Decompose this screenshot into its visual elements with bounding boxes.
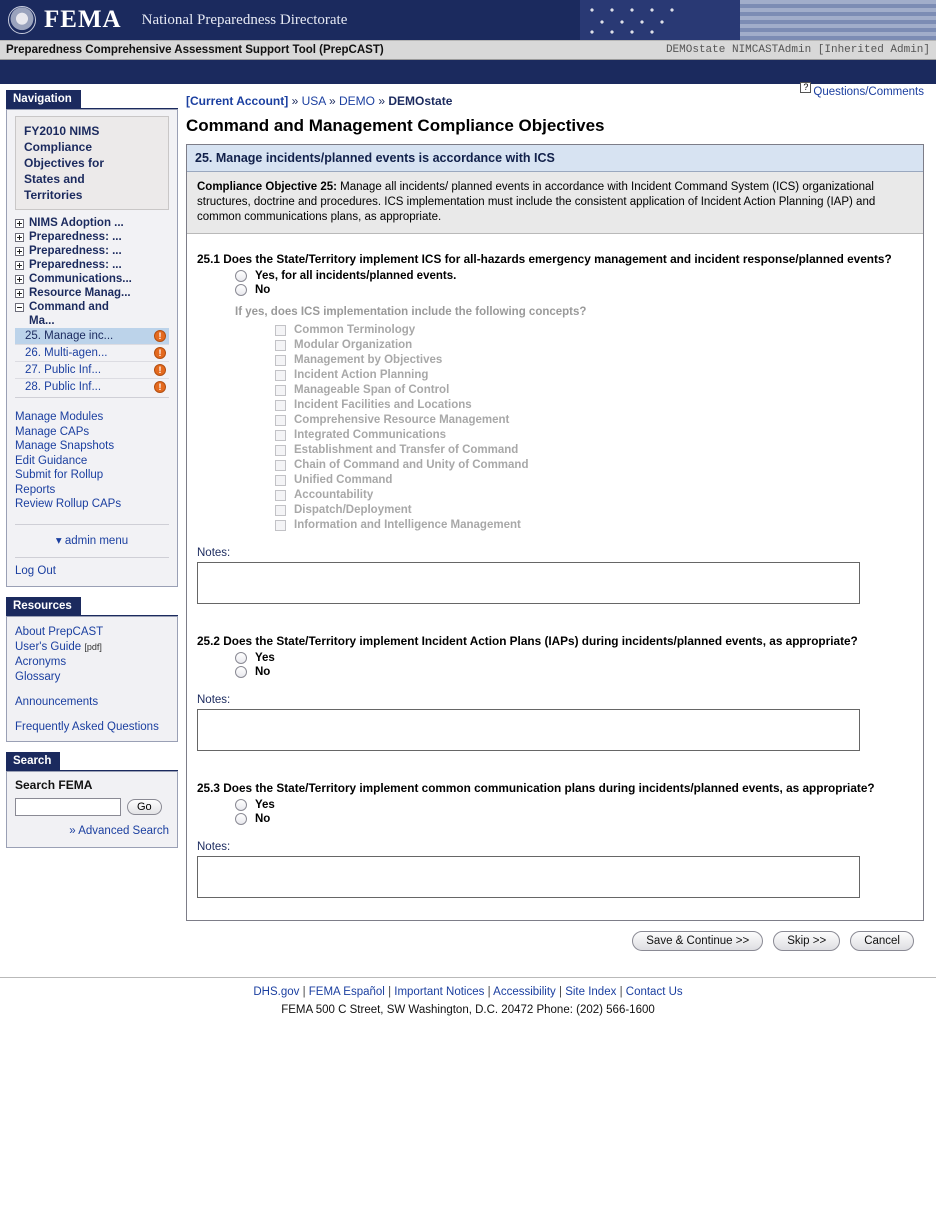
checkbox-label: Accountability xyxy=(294,489,374,501)
checkbox-label: Unified Command xyxy=(294,474,393,486)
objective-tree xyxy=(15,216,169,398)
navigation-panel-header xyxy=(6,90,178,109)
objective-description xyxy=(187,172,923,234)
tree-item-label: Preparedness: ... xyxy=(29,231,122,243)
link-glossary[interactable]: Glossary xyxy=(15,671,61,683)
tree-item-label: Communications... xyxy=(29,273,132,285)
breadcrumb-usa[interactable]: USA xyxy=(301,94,326,108)
checkbox-icon[interactable] xyxy=(275,415,286,426)
checkbox-label: Comprehensive Resource Management xyxy=(294,414,510,426)
search-panel-header xyxy=(6,752,178,771)
alert-icon: ! xyxy=(154,330,166,342)
save-continue-button[interactable]: Save & Continue >> xyxy=(632,931,763,951)
sub-prompt: If yes, does ICS implementation include the following concepts? xyxy=(235,306,587,318)
footer-link-fema-espanol[interactable]: FEMA Español xyxy=(308,986,385,998)
checkbox-label: Modular Organization xyxy=(294,339,413,351)
flag-banner-image xyxy=(580,0,936,40)
footer-address: FEMA 500 C Street, SW Washington, D.C. 20472 Phone: (202) 566-1600 xyxy=(281,1004,655,1016)
tree-item-label: Preparedness: ... xyxy=(29,259,122,271)
main-content xyxy=(178,84,936,961)
app-title-bar xyxy=(0,40,936,60)
checkbox-label: Manageable Span of Control xyxy=(294,384,450,396)
expand-plus-icon[interactable] xyxy=(15,247,24,256)
link-announcements[interactable]: Announcements xyxy=(15,696,99,708)
footer-sep: | xyxy=(619,986,623,998)
checkbox-label: Incident Facilities and Locations xyxy=(294,399,472,411)
radio-label: No xyxy=(255,284,271,296)
radio-label: Yes, for all incidents/planned events. xyxy=(255,270,457,282)
radio-icon[interactable] xyxy=(235,813,247,825)
navigation-title: Navigation xyxy=(6,90,81,108)
breadcrumb-current-account[interactable]: [Current Account] xyxy=(186,94,289,108)
objective-text: Manage all incidents/ planned events in accordance with Incident Command System (ICS) organizational structures, doctrine and procedures. ICS implementation must include the consistent application of Incident Action Planning (IAP) and common communications plans, as appropriate. xyxy=(197,181,876,223)
checkbox-label: Establishment and Transfer of Command xyxy=(294,444,519,456)
radio-icon[interactable] xyxy=(235,652,247,664)
tree-item-command-and-management[interactable] xyxy=(15,300,169,314)
nav-heading-line-3: Objectives for xyxy=(24,156,105,170)
radio-option-yes[interactable] xyxy=(235,799,913,811)
checkbox-icon[interactable] xyxy=(275,400,286,411)
radio-option-no[interactable] xyxy=(235,666,913,678)
sidebar-item-objective-26[interactable] xyxy=(15,345,169,362)
tree-item-preparedness-1[interactable] xyxy=(15,230,169,244)
footer-sep: | xyxy=(487,986,491,998)
tree-item-preparedness-3[interactable] xyxy=(15,258,169,272)
checkbox-icon[interactable] xyxy=(275,475,286,486)
logout-container xyxy=(7,564,177,587)
tree-item-nims-adoption[interactable] xyxy=(15,216,169,230)
checkbox-incident-facilities-and-locations[interactable] xyxy=(275,399,913,411)
link-submit-for-rollup[interactable]: Submit for Rollup xyxy=(15,469,104,481)
footer-link-dhs[interactable]: DHS.gov xyxy=(253,986,300,998)
checkbox-comprehensive-resource-management[interactable] xyxy=(275,414,913,426)
nav-heading-line-5: Territories xyxy=(24,188,83,202)
breadcrumb-sep-1: » xyxy=(291,94,299,108)
search-go-button[interactable]: Go xyxy=(127,799,162,815)
checkbox-icon[interactable] xyxy=(275,520,286,531)
directorate-name: National Preparedness Directorate xyxy=(141,11,348,28)
sidebar-actions xyxy=(7,402,177,518)
link-review-rollup-caps[interactable]: Review Rollup CAPs xyxy=(15,498,122,510)
radio-option-yes[interactable] xyxy=(235,652,913,664)
link-about-prepcast[interactable]: About PrepCAST xyxy=(15,626,104,638)
sidebar-item-objective-27[interactable] xyxy=(15,362,169,379)
checkbox-manageable-span-of-control[interactable] xyxy=(275,384,913,396)
link-manage-caps[interactable]: Manage CAPs xyxy=(15,425,90,438)
checkbox-icon[interactable] xyxy=(275,370,286,381)
question-text: 25.1 Does the State/Territory implement ICS for all-hazards emergency management and incident response/planned events? xyxy=(197,252,892,266)
questions-comments-label[interactable]: Questions/Comments xyxy=(813,86,924,98)
checkbox-accountability[interactable] xyxy=(275,489,913,501)
page-title: Command and Management Compliance Objectives xyxy=(186,116,605,135)
radio-icon[interactable] xyxy=(235,799,247,811)
notes-input-25-2[interactable] xyxy=(197,709,860,751)
breadcrumb-demostate: DEMOstate xyxy=(388,94,453,108)
question-25-3 xyxy=(187,751,923,904)
radio-icon[interactable] xyxy=(235,284,247,296)
sidebar-divider-2 xyxy=(15,557,169,558)
sidebar xyxy=(0,84,178,858)
radio-label: No xyxy=(255,813,271,825)
checkbox-label: Dispatch/Deployment xyxy=(294,504,412,516)
pdf-tag: [pdf] xyxy=(84,642,102,652)
checkbox-unified-command[interactable] xyxy=(275,474,913,486)
link-users-guide[interactable] xyxy=(15,640,169,655)
notes-label-25-2: Notes: xyxy=(197,694,231,706)
checkbox-label: Common Terminology xyxy=(294,324,416,336)
link-edit-guidance[interactable]: Edit Guidance xyxy=(15,454,88,467)
search-label: Search FEMA xyxy=(15,778,93,792)
nav-heading-line-4: States and xyxy=(24,172,85,186)
checkbox-modular-organization[interactable] xyxy=(275,339,913,351)
nav-heading-line-2: Compliance xyxy=(24,140,93,154)
search-row xyxy=(15,798,169,816)
search-input[interactable] xyxy=(15,798,121,816)
objective-label: Compliance Objective 25: xyxy=(197,181,337,193)
checkbox-label: Management by Objectives xyxy=(294,354,443,366)
question-25-1 xyxy=(187,234,923,604)
checkbox-label: Information and Intelligence Management xyxy=(294,519,521,531)
navigation-heading xyxy=(15,116,169,210)
checkbox-label: Chain of Command and Unity of Command xyxy=(294,459,529,471)
form-button-row xyxy=(186,921,924,961)
advanced-search-container xyxy=(15,823,169,837)
resources-links xyxy=(7,617,177,741)
breadcrumb-sep-2: » xyxy=(328,94,336,108)
radio-icon[interactable] xyxy=(235,666,247,678)
form-spacer xyxy=(187,904,923,920)
tree-item-label: Command and xyxy=(29,301,109,313)
expand-plus-icon[interactable] xyxy=(15,219,24,228)
search-box xyxy=(7,772,177,847)
footer-sep: | xyxy=(302,986,306,998)
user-info: DEMOstate NIMCASTAdmin [Inherited Admin] xyxy=(665,44,930,56)
resources-panel xyxy=(6,616,178,742)
checkbox-icon[interactable] xyxy=(275,460,286,471)
checkbox-information-and-intelligence-management[interactable] xyxy=(275,519,913,531)
tree-item-command-and-management-line2[interactable] xyxy=(15,314,169,328)
notes-label-25-3: Notes: xyxy=(197,841,231,853)
tree-item-label: Resource Manag... xyxy=(29,287,131,299)
checkbox-dispatch-deployment[interactable] xyxy=(275,504,913,516)
radio-option-no[interactable] xyxy=(235,284,913,296)
link-log-out[interactable]: Log Out xyxy=(15,564,56,577)
radio-label: No xyxy=(255,666,271,678)
footer-sep: | xyxy=(388,986,392,998)
navigation-panel xyxy=(6,109,178,587)
sidebar-item-label: 27. Public Inf... xyxy=(25,364,102,376)
sidebar-item-label: 28. Public Inf... xyxy=(25,381,102,393)
tree-item-resource-management[interactable] xyxy=(15,286,169,300)
expand-plus-icon[interactable] xyxy=(15,233,24,242)
notes-input-25-1[interactable] xyxy=(197,562,860,604)
agency-name: FEMA xyxy=(44,6,122,33)
breadcrumb-demo[interactable]: DEMO xyxy=(338,94,375,108)
alert-icon: ! xyxy=(154,347,166,359)
link-manage-snapshots[interactable]: Manage Snapshots xyxy=(15,440,115,452)
checkbox-integrated-communications[interactable] xyxy=(275,429,913,441)
tree-item-preparedness-2[interactable] xyxy=(15,244,169,258)
tree-item-label: Preparedness: ... xyxy=(29,245,122,257)
site-footer xyxy=(0,977,936,1016)
cancel-button[interactable]: Cancel xyxy=(850,931,914,951)
checkbox-chain-of-command-and-unity-of-command[interactable] xyxy=(275,459,913,471)
app-title: Preparedness Comprehensive Assessment Support Tool (PrepCAST) xyxy=(6,44,384,56)
link-users-guide-label: User's Guide xyxy=(15,641,82,653)
checkbox-icon[interactable] xyxy=(275,340,286,351)
checkbox-icon[interactable] xyxy=(275,430,286,441)
question-text: 25.3 Does the State/Territory implement common communication plans during incidents/planned events, as appropriate? xyxy=(197,781,875,795)
footer-sep: | xyxy=(559,986,562,998)
tree-item-communications[interactable] xyxy=(15,272,169,286)
checkbox-common-terminology[interactable] xyxy=(275,324,913,336)
questions-comments-link[interactable] xyxy=(800,82,924,98)
skip-button[interactable]: Skip >> xyxy=(773,931,840,951)
link-faq[interactable]: Frequently Asked Questions xyxy=(15,721,159,733)
sidebar-item-objective-28[interactable] xyxy=(15,379,169,395)
alert-icon: ! xyxy=(154,381,166,393)
resources-panel-header xyxy=(6,597,178,616)
notes-input-25-3[interactable] xyxy=(197,856,860,898)
admin-menu-toggle[interactable]: ▾ admin menu xyxy=(55,534,129,547)
question-text: 25.2 Does the State/Territory implement Incident Action Plans (IAPs) during incidents/planned events, as appropriate? xyxy=(197,634,858,648)
footer-link-important-notices[interactable]: Important Notices xyxy=(394,986,485,998)
tree-item-label-cont: Ma... xyxy=(29,315,55,327)
question-mark-icon: ? xyxy=(800,82,811,93)
search-title: Search xyxy=(6,752,60,770)
radio-icon[interactable] xyxy=(235,270,247,282)
sidebar-item-label: 26. Multi-agen... xyxy=(25,347,108,359)
link-acronyms[interactable]: Acronyms xyxy=(15,656,67,668)
objective-header: 25. Manage incidents/planned events is accordance with ICS xyxy=(187,145,923,172)
sidebar-divider xyxy=(15,524,169,525)
alert-icon: ! xyxy=(154,364,166,376)
notes-label-25-1: Notes: xyxy=(197,547,231,559)
checkbox-icon[interactable] xyxy=(275,490,286,501)
sidebar-item-objective-25[interactable] xyxy=(15,328,169,345)
breadcrumb-sep-3: » xyxy=(378,94,386,108)
radio-option-no[interactable] xyxy=(235,813,913,825)
checkbox-icon[interactable] xyxy=(275,385,286,396)
checkbox-icon[interactable] xyxy=(275,355,286,366)
blue-divider-bar xyxy=(0,60,936,84)
link-reports[interactable]: Reports xyxy=(15,483,56,496)
radio-label: Yes xyxy=(255,652,275,664)
checkbox-establishment-and-transfer-of-command[interactable] xyxy=(275,444,913,456)
resources-title: Resources xyxy=(6,597,81,615)
checkbox-icon[interactable] xyxy=(275,445,286,456)
collapse-minus-icon[interactable] xyxy=(15,303,24,312)
checkbox-label: Incident Action Planning xyxy=(294,369,429,381)
checkbox-icon[interactable] xyxy=(275,325,286,336)
footer-link-accessibility[interactable]: Accessibility xyxy=(493,986,556,998)
sidebar-item-label: 25. Manage inc... xyxy=(25,330,114,342)
fema-seal-icon xyxy=(8,6,36,34)
checkbox-incident-action-planning[interactable] xyxy=(275,369,913,381)
header-brand xyxy=(0,0,347,40)
radio-label: Yes xyxy=(255,799,275,811)
search-panel xyxy=(6,771,178,848)
footer-links xyxy=(0,986,936,998)
link-manage-modules[interactable]: Manage Modules xyxy=(15,411,104,423)
expand-plus-icon[interactable] xyxy=(15,261,24,270)
checkbox-management-by-objectives[interactable] xyxy=(275,354,913,366)
footer-link-site-index[interactable]: Site Index xyxy=(565,986,617,998)
expand-plus-icon[interactable] xyxy=(15,289,24,298)
footer-link-contact-us[interactable]: Contact Us xyxy=(625,986,683,998)
tree-item-label: NIMS Adoption ... xyxy=(29,217,124,229)
link-advanced-search[interactable]: » Advanced Search xyxy=(69,825,169,837)
nav-heading-line-1: FY2010 NIMS xyxy=(24,124,100,138)
expand-plus-icon[interactable] xyxy=(15,275,24,284)
question-25-2 xyxy=(187,604,923,751)
radio-option-yes-all[interactable] xyxy=(235,270,913,282)
site-header xyxy=(0,0,936,40)
page-body xyxy=(0,84,936,961)
checkbox-icon[interactable] xyxy=(275,505,286,516)
checkbox-label: Integrated Communications xyxy=(294,429,447,441)
objective-form xyxy=(186,144,924,921)
